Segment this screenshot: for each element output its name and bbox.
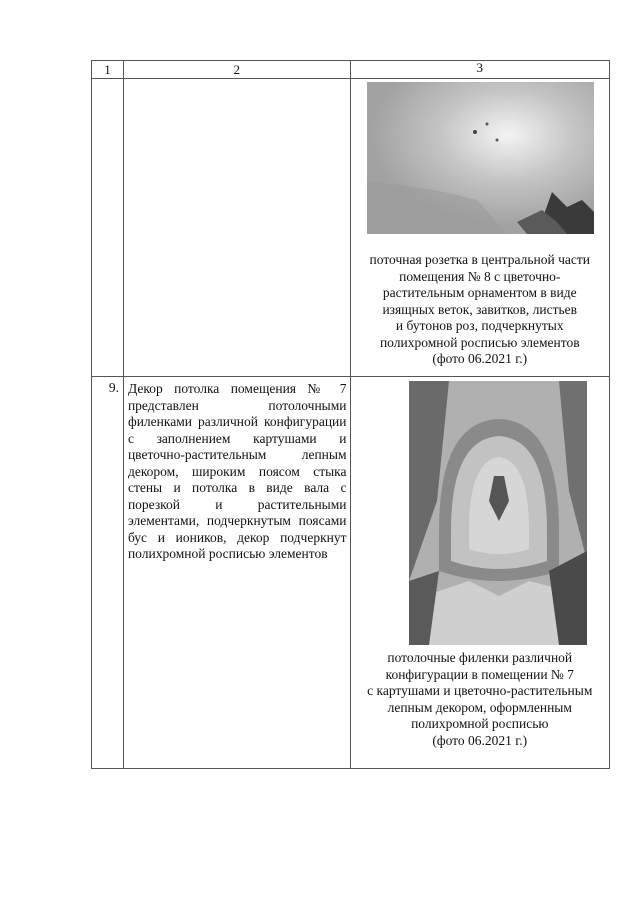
row-number — [92, 79, 124, 377]
table-row — [91, 79, 610, 377]
photo-caption: потолочные филенки различной конфигурации в помещении № 7 с картушами и цветочно-растительным лепным декором, оформленным полихромной росписью (фото 06.2021 г.) — [367, 650, 593, 748]
header-cell-3: 3 — [351, 61, 611, 79]
photo-caption: поточная розетка в центральной части помещения № 8 с цветочно- растительным орнаментом в виде изящных веток, завитков, листьев и бутонов роз, подчеркнутых полихромной росписью элементов (фото 06.2021 г.) — [369, 252, 590, 366]
header-cell-2: 2 — [124, 61, 351, 79]
photo-cell — [351, 79, 610, 377]
row-description: Декор потолка помещения № 7 представлен потолочными филенками различной конфигурации с заполнением картушами и цветочно-растительным лепным декором, широким поясом стыка стены и потолка в виде вала с порезкой и растительными элементами, подчеркнутым поясами бус и иоников, декор подчеркнут полихромной росписью элементов — [124, 377, 351, 769]
table-row — [91, 377, 610, 769]
header-cell-1: 1 — [92, 61, 124, 79]
ceiling-rosette-photo — [367, 82, 594, 234]
table-header-row — [91, 60, 610, 79]
ceiling-panels-photo — [409, 381, 587, 645]
row-description — [124, 79, 351, 377]
row-number: 9. — [92, 377, 124, 769]
photo-cell — [351, 377, 610, 769]
document-table — [91, 60, 610, 769]
